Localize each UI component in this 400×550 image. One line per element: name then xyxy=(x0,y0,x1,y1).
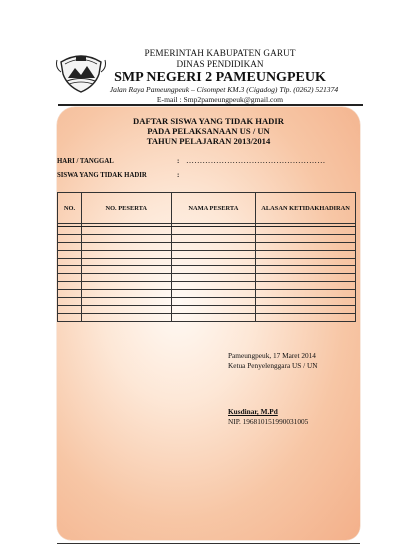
table-header-row xyxy=(58,193,356,224)
absent-students-table xyxy=(57,192,356,322)
signature-role: Ketua Penyelenggara US / UN xyxy=(228,361,318,370)
absent-students-label: SISWA YANG TIDAK HADIR xyxy=(57,172,147,179)
letterhead-divider xyxy=(58,104,363,106)
table-row[interactable] xyxy=(58,234,356,242)
table-row[interactable] xyxy=(58,274,356,282)
header-no: NO. xyxy=(58,193,82,224)
signature-name: Kusdinar, M.Pd xyxy=(228,407,278,416)
letterhead-email: E-mail : Smp2pameungpeuk@gmail.com xyxy=(156,95,284,104)
bottom-divider xyxy=(57,543,360,544)
table-row[interactable] xyxy=(58,313,356,321)
header-participant-name: NAMA PESERTA xyxy=(171,193,256,224)
table-row[interactable] xyxy=(58,282,356,290)
table-row[interactable] xyxy=(58,298,356,306)
table-row[interactable] xyxy=(58,290,356,298)
form-title-line1: DAFTAR SISWA YANG TIDAK HADIR xyxy=(133,116,284,126)
letterhead-school-name: SMP NEGERI 2 PAMEUNGPEUK xyxy=(114,70,326,85)
form-title-line2: PADA PELAKSANAAN US / UN xyxy=(147,126,270,136)
signature-nip: NIP. 196810151990031005 xyxy=(228,417,309,426)
header-participant-number: NO. PESERTA xyxy=(81,193,171,224)
table-row[interactable] xyxy=(58,242,356,250)
table-row[interactable] xyxy=(58,266,356,274)
letterhead-government: PEMERINTAH KABUPATEN GARUT xyxy=(144,48,296,58)
header-absence-reason: ALASAN KETIDAKHADIRAN xyxy=(256,193,356,224)
date-field-blank[interactable]: …………………………………………… xyxy=(186,156,326,165)
table-row[interactable] xyxy=(58,258,356,266)
letterhead-department: DINAS PENDIDIKAN xyxy=(176,59,264,69)
table-row[interactable] xyxy=(58,227,356,235)
letterhead-address: Jalan Raya Pameungpeuk – Cisompet KM.3 (Cigadog) Tlp. (0262) 521374 xyxy=(109,85,339,94)
date-field-label: HARI / TANGGAL xyxy=(57,158,114,165)
signature-place-date: Pameungpeuk, 17 Maret 2014 xyxy=(228,351,316,360)
date-field-colon: : xyxy=(177,157,180,165)
absent-students-colon: : xyxy=(177,171,180,179)
table-row[interactable] xyxy=(58,305,356,313)
form-title-line3: TAHUN PELAJARAN 2013/2014 xyxy=(146,136,271,146)
table-row[interactable] xyxy=(58,250,356,258)
